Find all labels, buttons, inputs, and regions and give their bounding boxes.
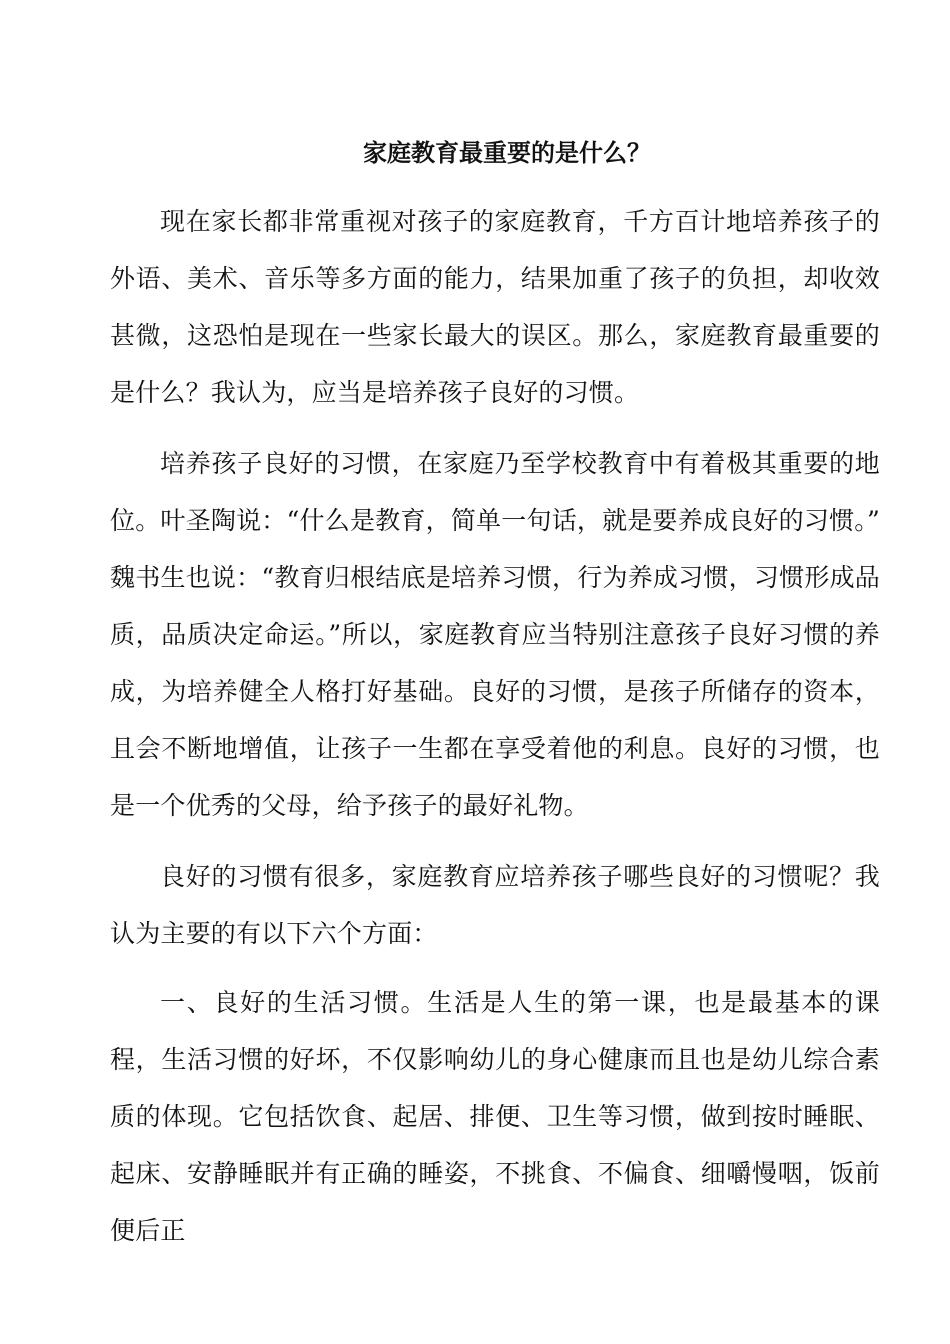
paragraph-habits-importance: 培养孩子良好的习惯，在家庭乃至学校教育中有着极其重要的地位。叶圣陶说：“什么是教育，简单一句话，就是要养成良好的习惯。” 魏书生也说：“教育归根结底是培养习惯，行为养成习惯，习惯形成品质，品质决定命运。”所以，家庭教育应当特别注意孩子良好习惯的养成，为培养健全人格打好基础。良好的习惯，是孩子所储存的资本，且会不断地增值，让孩子一生都在享受着他的利息。良好的习惯，也是一个优秀的父母，给予孩子的最好礼物。 xyxy=(110,449,880,820)
paragraph-intro: 现在家长都非常重视对孩子的家庭教育，千方百计地培养孩子的外语、美术、音乐等多方面的能力，结果加重了孩子的负担，却收效甚微，这恐怕是现在一些家长最大的误区。那么，家庭教育最重要的是什么？我认为，应当是培养孩子良好的习惯。 xyxy=(110,207,880,407)
paragraph-life-habits: 一、良好的生活习惯。生活是人生的第一课，也是最基本的课程，生活习惯的好坏，不仅影响幼儿的身心健康而且也是幼儿综合素质的体现。它包括饮食、起居、排便、卫生等习惯，做到按时睡眠、起床、安静睡眠并有正确的睡姿，不挑食、不偏食、细嚼慢咽，饭前便后正 xyxy=(110,988,880,1245)
document-title: 家庭教育最重要的是什么？ xyxy=(363,138,651,167)
paragraph-six-aspects: 良好的习惯有很多，家庭教育应培养孩子哪些良好的习惯呢？我认为主要的有以下六个方面： xyxy=(110,862,880,948)
document-page xyxy=(110,0,880,1344)
